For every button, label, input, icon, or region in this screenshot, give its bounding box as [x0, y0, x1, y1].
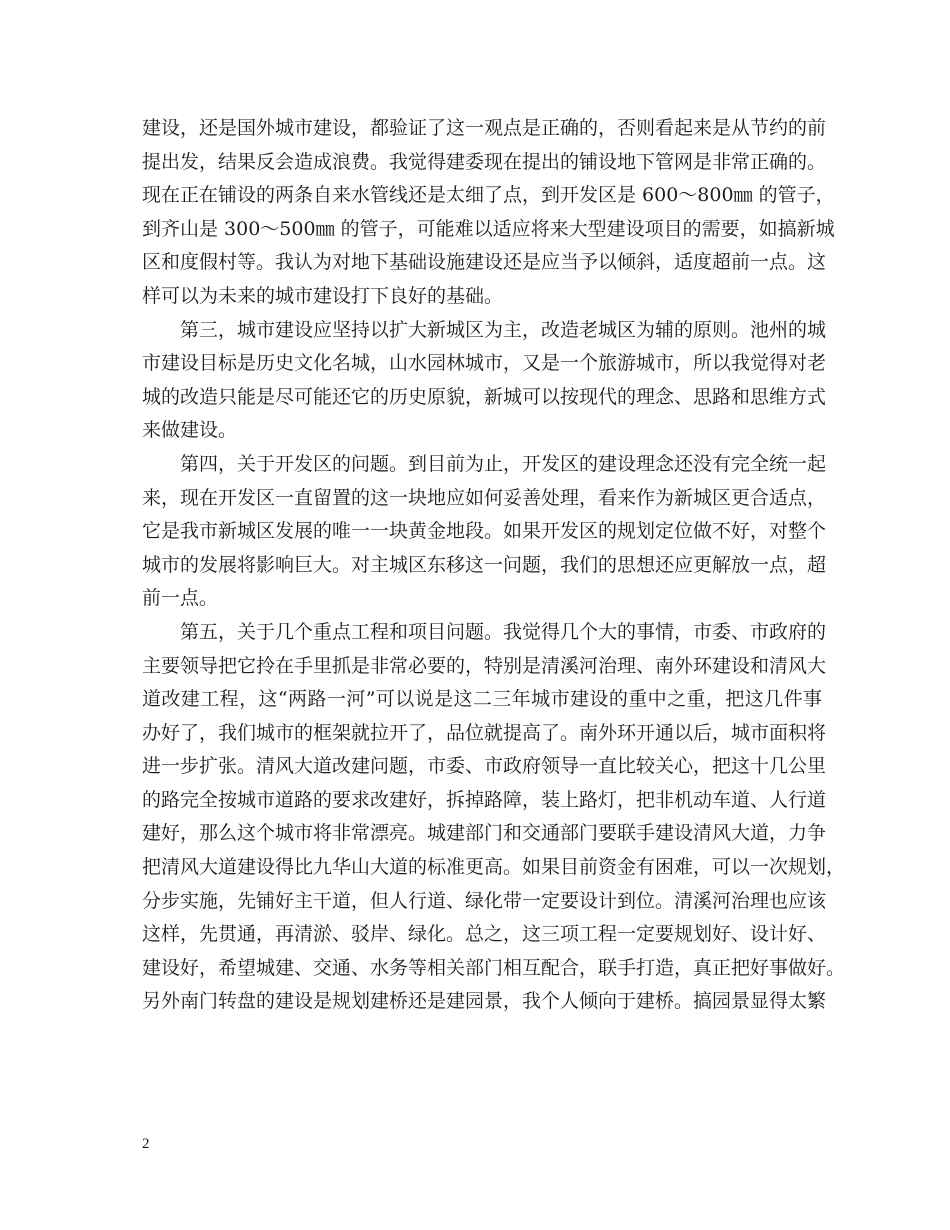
text-line: 另外南门转盘的建设是规划建桥还是建园景，我个人倾向于建桥。搞园景显得太繁 — [142, 990, 827, 1013]
text-line: 来做建设。 — [142, 419, 238, 442]
text-line: 分步实施，先铺好主干道，但人行道、绿化带一定要设计到位。清溪河治理也应该 — [142, 889, 827, 912]
text-line: 城市的发展将影响巨大。对主城区东移这一问题，我们的思想还应更解放一点，超 — [142, 553, 827, 576]
text-line: 这样，先贯通，再清淤、驳岸、绿化。总之，这三项工程一定要规划好、设计好、 — [142, 923, 827, 946]
text-line: 把清风大道建设得比九华山大道的标准更高。如果目前资金有困难，可以一次规划， — [142, 856, 846, 879]
text-line: 建好，那么这个城市将非常漂亮。城建部门和交通部门要联手建设清风大道，力争 — [142, 822, 827, 845]
text-line: 现在正在铺设的两条自来水管线还是太细了点，到开发区是 600～800㎜ 的管子， — [142, 184, 835, 207]
page-number: 2 — [142, 1136, 150, 1152]
text-line: 第四，关于开发区的问题。到目前为止，开发区的建设理念还没有完全统一起 — [180, 452, 827, 475]
text-line: 城的改造只能是尽可能还它的历史原貌，新城可以按现代的理念、思路和思维方式 — [142, 385, 827, 408]
text-line: 进一步扩张。清风大道改建问题，市委、市政府领导一直比较关心，把这十几公里 — [142, 755, 827, 778]
body-text — [142, 112, 846, 1019]
text-line: 来，现在开发区一直留置的这一块地应如何妥善处理，看来作为新城区更合适点， — [142, 486, 827, 509]
text-line: 前一点。 — [142, 587, 219, 610]
text-line: 道改建工程，这“两路一河”可以说是这二三年城市建设的重中之重，把这几件事 — [142, 688, 822, 711]
text-line: 建设，还是国外城市建设，都验证了这一观点是正确的，否则看起来是从节约的前 — [142, 117, 827, 139]
text-line: 它是我市新城区发展的唯一一块黄金地段。如果开发区的规划定位做不好，对整个 — [142, 520, 827, 543]
text-line: 区和度假村等。我认为对地下基础设施建设还是应当予以倾斜，适度超前一点。这 — [142, 251, 827, 274]
text-line: 样可以为未来的城市建设打下良好的基础。 — [142, 284, 504, 307]
text-line: 到齐山是 300～500㎜ 的管子，可能难以适应将来大型建设项目的需要，如搞新城 — [142, 217, 835, 240]
text-line: 市建设目标是历史文化名城，山水园林城市，又是一个旅游城市，所以我觉得对老 — [142, 352, 827, 375]
text-line: 主要领导把它拎在手里抓是非常必要的，特别是清溪河治理、南外环建设和清风大 — [142, 654, 827, 677]
text-line: 提出发，结果反会造成浪费。我觉得建委现在提出的铺设地下管网是非常正确的。 — [142, 150, 827, 173]
text-line: 第三，城市建设应坚持以扩大新城区为主，改造老城区为辅的原则。池州的城 — [180, 318, 827, 341]
text-line: 第五，关于几个重点工程和项目问题。我觉得几个大的事情，市委、市政府的 — [180, 620, 827, 643]
text-line: 建设好，希望城建、交通、水务等相关部门相互配合，联手打造，真正把好事做好。 — [142, 956, 846, 979]
text-line: 办好了，我们城市的框架就拉开了，品位就提高了。南外环开通以后，城市面积将 — [142, 721, 827, 744]
text-line: 的路完全按城市道路的要求改建好，拆掉路障，装上路灯，把非机动车道、人行道 — [142, 788, 827, 811]
